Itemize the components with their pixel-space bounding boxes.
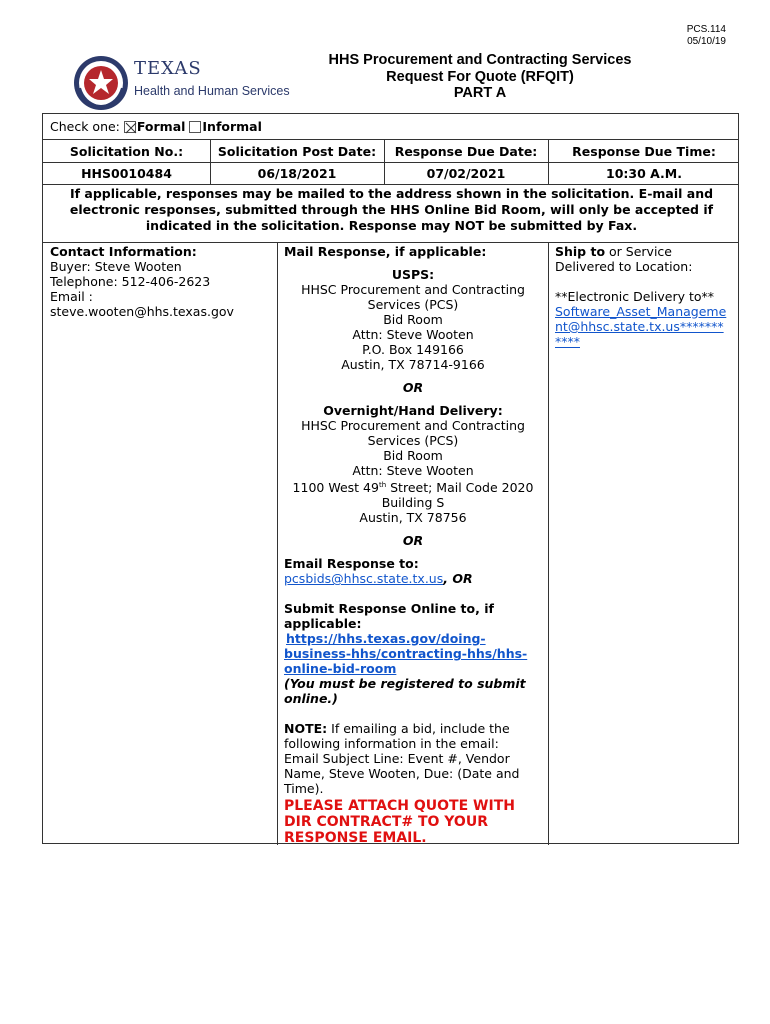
row-divider <box>43 139 738 140</box>
due-date-value: 07/02/2021 <box>426 166 506 181</box>
usps-heading: USPS: <box>391 267 435 282</box>
note-line <box>284 721 542 736</box>
software-asset-email-link[interactable]: **** <box>555 334 580 349</box>
check-one-row <box>50 119 262 134</box>
note-line: Time). <box>284 781 324 797</box>
overnight-line: Services (PCS) <box>367 433 459 448</box>
contact-telephone: Telephone: 512-406-2623 <box>50 274 211 289</box>
contact-heading: Contact Information: <box>50 244 197 259</box>
due-time-value: 10:30 A.M. <box>606 166 682 181</box>
contact-buyer: Buyer: Steve Wooten <box>50 259 182 274</box>
ship-line: Delivered to Location: <box>555 259 693 274</box>
street-post: Street; Mail Code 2020 <box>386 480 534 496</box>
notice-line-2: electronic responses, submitted through the HHS Online Bid Room, will only be accepted if <box>69 202 714 217</box>
online-bid-room-link[interactable]: online-bid-room <box>284 661 397 677</box>
logo-hhs-text: Health and Human Services <box>134 84 290 98</box>
header-post-date: Solicitation Post Date: <box>217 144 377 159</box>
overnight-heading: Overnight/Hand Delivery: <box>323 403 503 418</box>
texas-seal-icon <box>72 54 130 112</box>
title-line-2: Request For Quote (RFQIT) <box>386 68 574 85</box>
email-response-line <box>284 571 542 586</box>
row-divider <box>43 242 738 243</box>
note-line: following information in the email: <box>284 736 499 752</box>
electronic-delivery: **Electronic Delivery to** <box>555 289 714 304</box>
form-number <box>646 24 726 48</box>
formal-checkbox[interactable] <box>124 121 136 133</box>
note-line: Email Subject Line: Event #, Vendor <box>284 751 510 767</box>
online-heading-cont: applicable: <box>284 616 362 632</box>
contact-email-label: Email : <box>50 289 93 304</box>
online-bid-room-link[interactable]: business-hhs/contracting-hhs/hhs- <box>284 646 528 662</box>
ship-heading-bold: Ship to <box>555 244 606 259</box>
usps-line: HHSC Procurement and Contracting <box>301 282 525 297</box>
document-title <box>240 52 720 102</box>
informal-checkbox[interactable] <box>189 121 201 133</box>
form-number-code: PCS.114 <box>686 24 726 35</box>
attach-quote-alert: RESPONSE EMAIL. <box>284 830 427 847</box>
mail-heading: Mail Response, if applicable: <box>284 244 487 259</box>
online-heading: Submit Response Online to, if <box>284 601 494 617</box>
attach-quote-alert: PLEASE ATTACH QUOTE WITH <box>284 798 515 815</box>
contact-information <box>50 244 272 319</box>
email-or: , OR <box>443 571 473 587</box>
ship-to <box>555 244 737 349</box>
post-date-value: 06/18/2021 <box>257 166 337 181</box>
registered-note: (You must be registered to submit <box>284 676 526 692</box>
formal-label: Formal <box>136 119 186 134</box>
usps-line: P.O. Box 149166 <box>362 342 464 357</box>
overnight-line: Bid Room <box>383 448 443 463</box>
overnight-line: Attn: Steve Wooten <box>352 463 474 478</box>
mail-response <box>284 244 542 846</box>
col-divider <box>548 242 549 845</box>
contact-email[interactable]: steve.wooten@hhs.texas.gov <box>50 304 234 319</box>
overnight-line: Austin, TX 78756 <box>359 510 467 526</box>
solicitation-no-value: HHS0010484 <box>81 166 172 181</box>
street-sup: th <box>378 481 387 489</box>
ship-heading <box>555 244 737 259</box>
informal-label: Informal <box>202 119 262 134</box>
notice-line-3: indicated in the solicitation. Response may NOT be submitted by Fax. <box>145 218 638 233</box>
note-line: Name, Steve Wooten, Due: (Date and <box>284 766 520 782</box>
usps-line: Services (PCS) <box>367 297 459 312</box>
or-separator: OR <box>402 380 424 395</box>
check-one-label: Check one: <box>50 119 120 134</box>
note-text: If emailing a bid, include the <box>327 721 510 737</box>
submission-notice <box>43 186 740 234</box>
or-separator: OR <box>402 533 424 549</box>
software-asset-email-link[interactable]: nt@hhsc.state.tx.us******* <box>555 319 724 334</box>
header-due-time: Response Due Time: <box>572 144 716 159</box>
rfq-table <box>42 113 739 847</box>
header-solicitation-no: Solicitation No.: <box>69 144 184 159</box>
usps-block <box>284 267 542 548</box>
attach-quote-alert: DIR CONTRACT# TO YOUR <box>284 814 488 831</box>
logo-texas-text: TEXAS <box>134 58 202 79</box>
usps-line: Attn: Steve Wooten <box>352 327 474 342</box>
row-divider <box>43 162 738 163</box>
overnight-line: HHSC Procurement and Contracting <box>301 418 525 433</box>
x-mark-icon <box>125 122 137 134</box>
note-label: NOTE: <box>284 721 328 737</box>
overnight-line: Building S <box>381 495 445 511</box>
registered-note-cont: online.) <box>284 691 338 707</box>
row-divider <box>43 184 738 185</box>
notice-line-1: If applicable, responses may be mailed to the address shown in the solicitation. E-mail and <box>69 186 714 201</box>
ship-heading-rest: or Service <box>605 244 672 259</box>
street-pre: 1100 West 49 <box>292 480 379 496</box>
col-divider <box>277 242 278 845</box>
usps-line: Austin, TX 78714-9166 <box>341 357 485 372</box>
overnight-street <box>284 478 542 495</box>
title-line-3: PART A <box>453 85 507 101</box>
form-number-date: 05/10/19 <box>687 36 726 47</box>
online-bid-room-link[interactable]: https://hhs.texas.gov/doing- <box>286 631 486 647</box>
pcsbids-email-link[interactable]: pcsbids@hhsc.state.tx.us <box>284 571 444 587</box>
email-response-heading: Email Response to: <box>284 556 419 572</box>
title-line-1: HHS Procurement and Contracting Services <box>328 52 632 68</box>
software-asset-email-link[interactable]: Software_Asset_Manageme <box>555 304 727 319</box>
usps-line: Bid Room <box>383 312 443 327</box>
header-due-date: Response Due Date: <box>394 144 538 159</box>
